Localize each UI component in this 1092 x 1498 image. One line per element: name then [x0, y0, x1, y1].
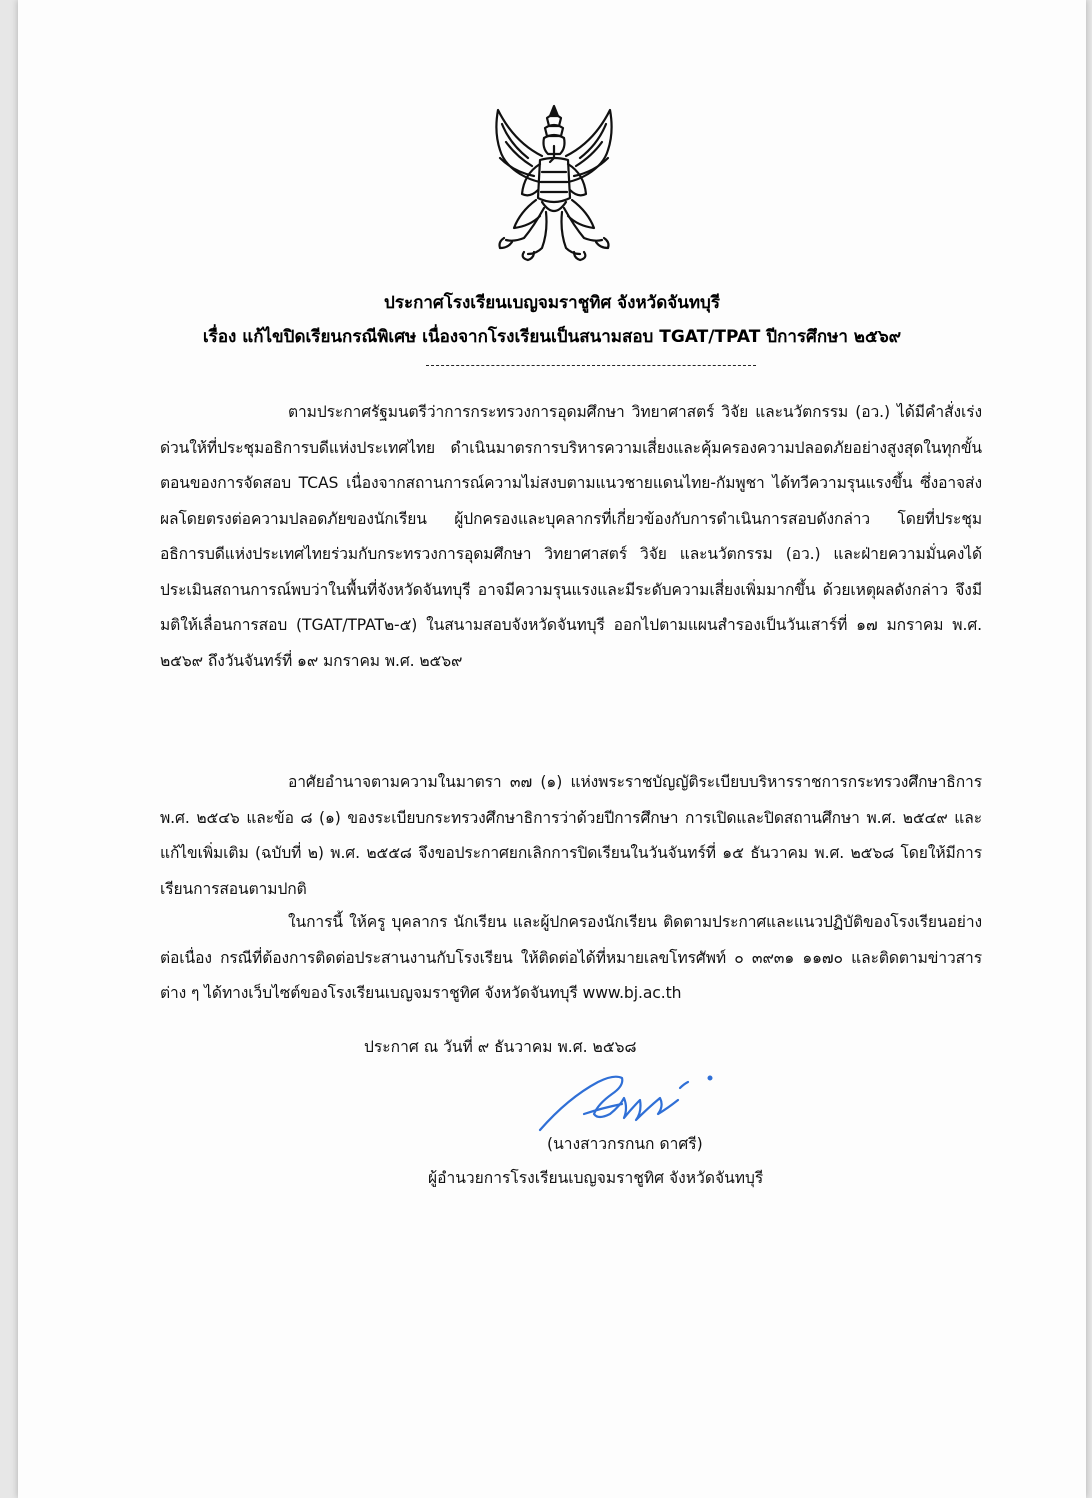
announcement-subject: เรื่อง แก้ไขปิดเรียนกรณีพิเศษ เนื่องจากโรงเรียนเป็นสนามสอบ TGAT/TPAT ปีการศึกษา ๒๕๖๙	[202, 327, 902, 347]
signer-position: ผู้อำนวยการโรงเรียนเบญจมราชูทิศ จังหวัดจันทบุรี	[428, 1169, 764, 1187]
body-paragraph-3: ในการนี้ ให้ครู บุคลากร นักเรียน และผู้ปกครองนักเรียน ติดตามประกาศและแนวปฏิบัติของโรงเรียนอย่างต่อเนื่อง กรณีที่ต้องการติดต่อประสานงานกับโรงเรียน ให้ติดต่อได้ที่หมายเลขโทรศัพท์ ๐ ๓๙๓๑ ๑๑๗๐ และติดตามข่าวสารต่าง ๆ ได้ทางเว็บไซต์ของโรงเรียนเบญจมราชูทิศ จังหวัดจันทบุรี www.bj.ac.th	[160, 913, 982, 1002]
garuda-emblem-icon	[484, 102, 624, 262]
announcement-title: ประกาศโรงเรียนเบญจมราชูทิศ จังหวัดจันทบุรี	[384, 293, 720, 313]
title-divider	[426, 365, 756, 366]
body-paragraph-2: อาศัยอำนาจตามความในมาตรา ๓๗ (๑) แห่งพระราชบัญญัติระเบียบบริหารราชการกระทรวงศึกษาธิการ พ.ศ. ๒๕๔๖ และข้อ ๘ (๑) ของระเบียบกระทรวงศึกษาธิการว่าด้วยปีการศึกษา การเปิดและปิดสถานศึกษา พ.ศ. ๒๕๔๙ และแก้ไขเพิ่มเติม (ฉบับที่ ๒) พ.ศ. ๒๕๕๘ จึงขอประกาศยกเลิกการปิดเรียนในวันจันทร์ที่ ๑๕ ธันวาคม พ.ศ. ๒๕๖๘ โดยให้มีการเรียนการสอนตามปกติ	[160, 773, 982, 898]
document-page	[18, 0, 1086, 1498]
announcement-date: ประกาศ ณ วันที่ ๙ ธันวาคม พ.ศ. ๒๕๖๘	[364, 1038, 637, 1056]
signer-name: (นางสาวกรกนก ดาศรี)	[547, 1135, 703, 1153]
body-paragraph-1: ตามประกาศรัฐมนตรีว่าการกระทรวงการอุดมศึกษา วิทยาศาสตร์ วิจัย และนวัตกรรม (อว.) ได้มีคำสั่งเร่งด่วนให้ที่ประชุมอธิการบดีแห่งประเทศไทย ดำเนินมาตรการบริหารความเสี่ยงและคุ้มครองความปลอดภัยอย่างสูงสุดในทุกขั้นตอนของการจัดสอบ TCAS เนื่องจากสถานการณ์ความไม่สงบตามแนวชายแดนไทย-กัมพูชา ได้ทวีความรุนแรงขึ้น ซึ่งอาจส่งผลโดยตรงต่อความปลอดภัยของนักเรียน ผู้ปกครองและบุคลากรที่เกี่ยวข้องกับการดำเนินการสอบดังกล่าว โดยที่ประชุมอธิการบดีแห่งประเทศไทยร่วมกับกระทรวงการอุดมศึกษา วิทยาศาสตร์ วิจัย และนวัตกรรม (อว.) และฝ่ายความมั่นคงได้ประเมินสถานการณ์พบว่าในพื้นที่จังหวัดจันทบุรี อาจมีความรุนแรงและมีระดับความเสี่ยงเพิ่มมากขึ้น ด้วยเหตุผลดังกล่าว จึงมีมติให้เลื่อนการสอบ (TGAT/TPAT๒-๕) ในสนามสอบจังหวัดจันทบุรี ออกไปตามแผนสำรองเป็นวันเสาร์ที่ ๑๗ มกราคม พ.ศ. ๒๕๖๙ ถึงวันจันทร์ที่ ๑๙ มกราคม พ.ศ. ๒๕๖๙	[160, 403, 982, 670]
